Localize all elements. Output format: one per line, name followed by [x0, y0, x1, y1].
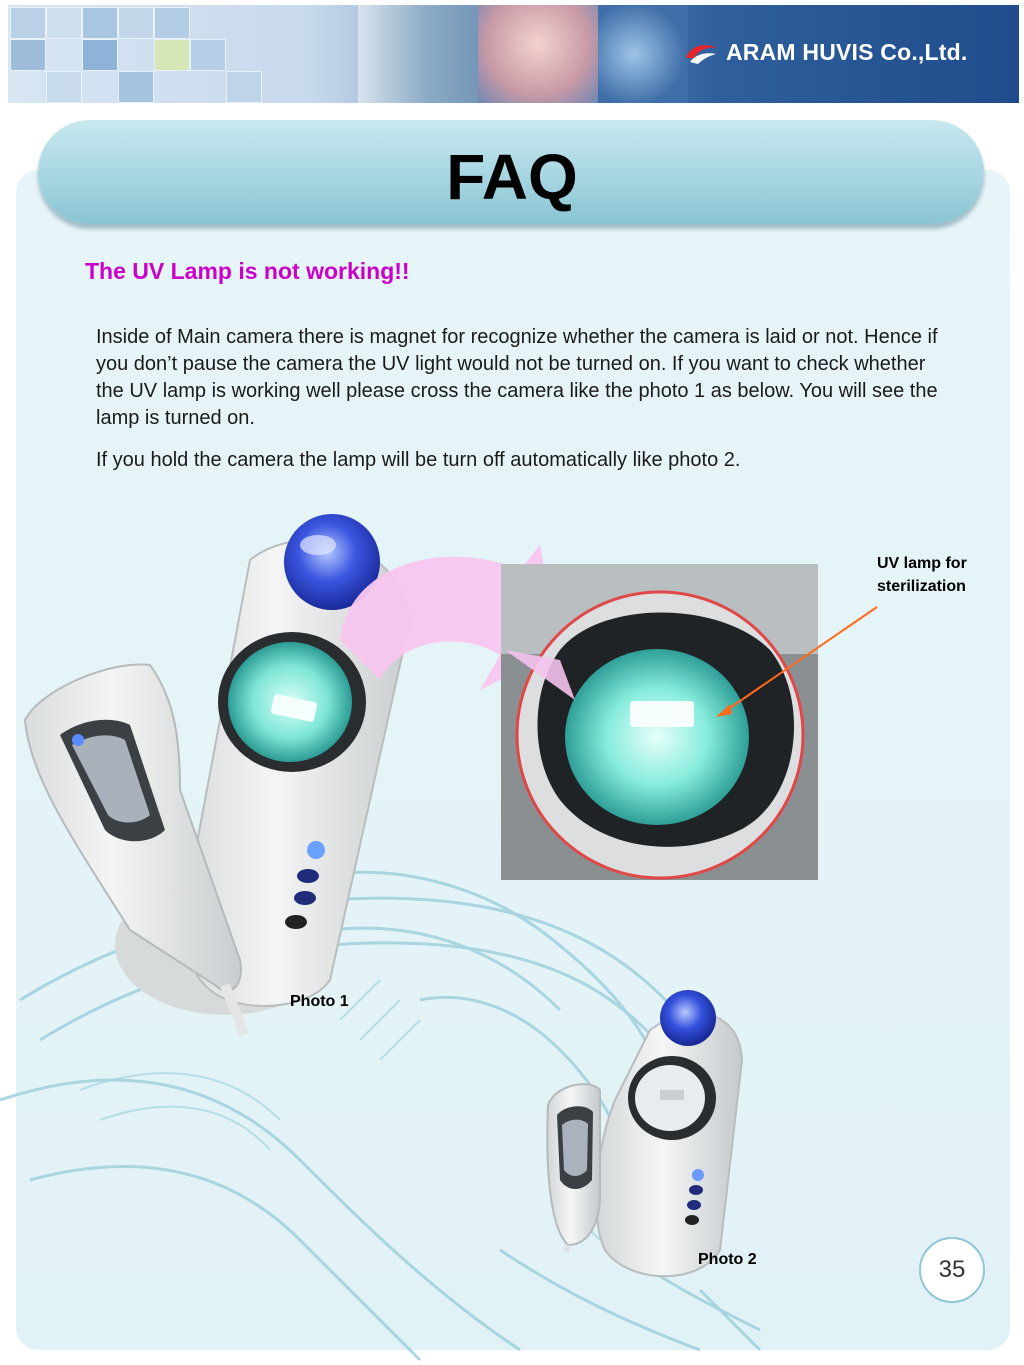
page-number: 35 [919, 1237, 985, 1303]
photo-1-caption: Photo 1 [290, 993, 349, 1010]
faq-question: The UV Lamp is not working!! [85, 258, 410, 284]
uv-label-line-2: sterilization [877, 578, 966, 595]
company-name: ARAM HUVIS Co.,Ltd. [726, 39, 968, 65]
photo-2-caption: Photo 2 [698, 1251, 757, 1268]
answer-paragraph-1: Inside of Main camera there is magnet for recognize whether the camera is laid or not. Hence if you don’t pause the camera the UV light would not be turned on. If you want to check whether the UV lamp is working well please cross the camera like the photo 1 as below. You will see the lamp is turned on. [96, 326, 938, 429]
page-title: FAQ [446, 141, 578, 213]
answer-paragraph-2: If you hold the camera the lamp will be turn off automatically like photo 2. [96, 449, 741, 471]
uv-label-line-1: UV lamp for [877, 555, 967, 572]
